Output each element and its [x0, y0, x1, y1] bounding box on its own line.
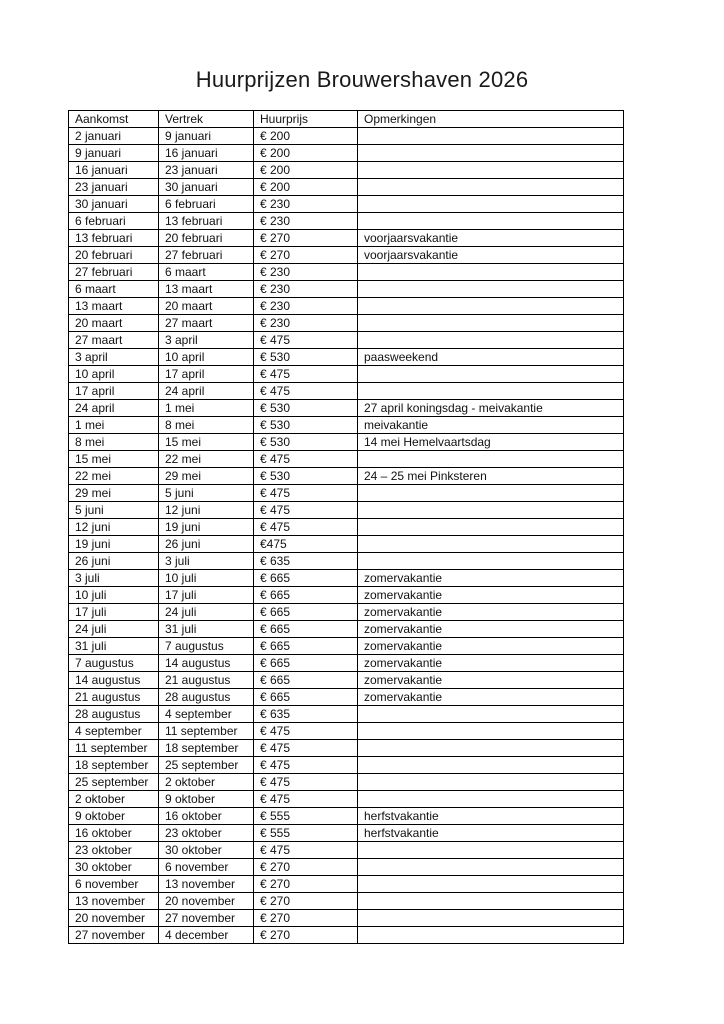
table-row	[69, 264, 624, 281]
table-row	[69, 400, 624, 417]
cell-opmerkingen	[358, 162, 624, 179]
cell-aankomst: 17 juli	[69, 604, 159, 621]
cell-vertrek: 18 september	[159, 740, 254, 757]
cell-vertrek: 29 mei	[159, 468, 254, 485]
table-row	[69, 927, 624, 944]
cell-huurprijs: € 270	[254, 927, 358, 944]
cell-aankomst: 23 januari	[69, 179, 159, 196]
table-row	[69, 825, 624, 842]
cell-vertrek: 22 mei	[159, 451, 254, 468]
cell-vertrek: 28 augustus	[159, 689, 254, 706]
cell-opmerkingen	[358, 315, 624, 332]
cell-huurprijs: € 475	[254, 519, 358, 536]
table-row	[69, 910, 624, 927]
cell-vertrek: 4 december	[159, 927, 254, 944]
cell-vertrek: 20 november	[159, 893, 254, 910]
cell-aankomst: 3 juli	[69, 570, 159, 587]
cell-opmerkingen: zomervakantie	[358, 621, 624, 638]
cell-opmerkingen: 14 mei Hemelvaartsdag	[358, 434, 624, 451]
cell-huurprijs: € 475	[254, 842, 358, 859]
cell-aankomst: 15 mei	[69, 451, 159, 468]
table-row	[69, 723, 624, 740]
cell-opmerkingen	[358, 876, 624, 893]
cell-aankomst: 16 januari	[69, 162, 159, 179]
cell-vertrek: 17 juli	[159, 587, 254, 604]
table-row	[69, 451, 624, 468]
cell-vertrek: 14 augustus	[159, 655, 254, 672]
table-row	[69, 859, 624, 876]
table-row	[69, 740, 624, 757]
cell-vertrek: 30 oktober	[159, 842, 254, 859]
cell-vertrek: 11 september	[159, 723, 254, 740]
cell-aankomst: 2 januari	[69, 128, 159, 145]
cell-vertrek: 2 oktober	[159, 774, 254, 791]
table-row	[69, 536, 624, 553]
cell-vertrek: 25 september	[159, 757, 254, 774]
cell-vertrek: 4 september	[159, 706, 254, 723]
cell-aankomst: 14 augustus	[69, 672, 159, 689]
cell-huurprijs: € 475	[254, 451, 358, 468]
column-header-opmerkingen: Opmerkingen	[358, 111, 624, 128]
cell-vertrek: 3 juli	[159, 553, 254, 570]
table-row	[69, 485, 624, 502]
cell-huurprijs: € 475	[254, 774, 358, 791]
table-row	[69, 689, 624, 706]
cell-vertrek: 16 januari	[159, 145, 254, 162]
cell-vertrek: 10 april	[159, 349, 254, 366]
cell-aankomst: 30 januari	[69, 196, 159, 213]
cell-aankomst: 30 oktober	[69, 859, 159, 876]
cell-huurprijs: € 635	[254, 706, 358, 723]
cell-aankomst: 21 augustus	[69, 689, 159, 706]
cell-vertrek: 10 juli	[159, 570, 254, 587]
cell-opmerkingen	[358, 859, 624, 876]
cell-huurprijs: € 530	[254, 349, 358, 366]
cell-aankomst: 6 februari	[69, 213, 159, 230]
cell-huurprijs: € 665	[254, 587, 358, 604]
cell-huurprijs: € 475	[254, 502, 358, 519]
cell-vertrek: 6 maart	[159, 264, 254, 281]
cell-vertrek: 13 november	[159, 876, 254, 893]
table-row	[69, 791, 624, 808]
cell-huurprijs: € 475	[254, 383, 358, 400]
column-header-huurprijs: Huurprijs	[254, 111, 358, 128]
cell-vertrek: 27 februari	[159, 247, 254, 264]
cell-huurprijs: €475	[254, 536, 358, 553]
cell-huurprijs: € 270	[254, 859, 358, 876]
cell-aankomst: 22 mei	[69, 468, 159, 485]
cell-vertrek: 19 juni	[159, 519, 254, 536]
table-row	[69, 468, 624, 485]
table-row	[69, 808, 624, 825]
cell-huurprijs: € 475	[254, 791, 358, 808]
cell-aankomst: 17 april	[69, 383, 159, 400]
table-row	[69, 349, 624, 366]
cell-huurprijs: € 270	[254, 230, 358, 247]
cell-aankomst: 10 juli	[69, 587, 159, 604]
cell-huurprijs: € 530	[254, 468, 358, 485]
cell-aankomst: 12 juni	[69, 519, 159, 536]
cell-vertrek: 23 januari	[159, 162, 254, 179]
cell-vertrek: 15 mei	[159, 434, 254, 451]
cell-aankomst: 13 november	[69, 893, 159, 910]
cell-aankomst: 24 april	[69, 400, 159, 417]
cell-aankomst: 3 april	[69, 349, 159, 366]
cell-opmerkingen	[358, 281, 624, 298]
cell-huurprijs: € 475	[254, 757, 358, 774]
cell-vertrek: 20 februari	[159, 230, 254, 247]
cell-huurprijs: € 665	[254, 570, 358, 587]
cell-opmerkingen: zomervakantie	[358, 570, 624, 587]
cell-huurprijs: € 475	[254, 485, 358, 502]
cell-opmerkingen: paasweekend	[358, 349, 624, 366]
table-row	[69, 128, 624, 145]
cell-opmerkingen: herfstvakantie	[358, 808, 624, 825]
cell-aankomst: 27 maart	[69, 332, 159, 349]
cell-opmerkingen	[358, 485, 624, 502]
cell-opmerkingen	[358, 213, 624, 230]
cell-opmerkingen	[358, 536, 624, 553]
cell-vertrek: 27 maart	[159, 315, 254, 332]
table-row	[69, 179, 624, 196]
cell-aankomst: 16 oktober	[69, 825, 159, 842]
cell-aankomst: 28 augustus	[69, 706, 159, 723]
table-row	[69, 145, 624, 162]
cell-opmerkingen	[358, 893, 624, 910]
table-row	[69, 366, 624, 383]
cell-huurprijs: € 665	[254, 689, 358, 706]
cell-opmerkingen	[358, 298, 624, 315]
cell-aankomst: 6 november	[69, 876, 159, 893]
cell-aankomst: 5 juni	[69, 502, 159, 519]
cell-huurprijs: € 230	[254, 264, 358, 281]
table-row	[69, 757, 624, 774]
cell-aankomst: 20 november	[69, 910, 159, 927]
cell-aankomst: 23 oktober	[69, 842, 159, 859]
table-row	[69, 315, 624, 332]
table-row	[69, 893, 624, 910]
cell-vertrek: 31 juli	[159, 621, 254, 638]
cell-aankomst: 8 mei	[69, 434, 159, 451]
table-row	[69, 876, 624, 893]
cell-vertrek: 26 juni	[159, 536, 254, 553]
cell-opmerkingen	[358, 366, 624, 383]
cell-opmerkingen: herfstvakantie	[358, 825, 624, 842]
cell-huurprijs: € 665	[254, 655, 358, 672]
cell-huurprijs: € 475	[254, 366, 358, 383]
cell-huurprijs: € 635	[254, 553, 358, 570]
table-row	[69, 417, 624, 434]
cell-huurprijs: € 555	[254, 808, 358, 825]
cell-vertrek: 13 maart	[159, 281, 254, 298]
cell-huurprijs: € 475	[254, 332, 358, 349]
cell-huurprijs: € 270	[254, 876, 358, 893]
cell-opmerkingen	[358, 145, 624, 162]
table-row	[69, 638, 624, 655]
table-row	[69, 774, 624, 791]
cell-vertrek: 12 juni	[159, 502, 254, 519]
table-row	[69, 842, 624, 859]
cell-aankomst: 4 september	[69, 723, 159, 740]
cell-opmerkingen	[358, 196, 624, 213]
cell-opmerkingen	[358, 383, 624, 400]
cell-huurprijs: € 530	[254, 417, 358, 434]
cell-aankomst: 26 juni	[69, 553, 159, 570]
cell-opmerkingen: zomervakantie	[358, 604, 624, 621]
table-row	[69, 553, 624, 570]
cell-aankomst: 25 september	[69, 774, 159, 791]
cell-opmerkingen	[358, 264, 624, 281]
cell-vertrek: 17 april	[159, 366, 254, 383]
cell-opmerkingen	[358, 128, 624, 145]
cell-huurprijs: € 200	[254, 145, 358, 162]
cell-opmerkingen	[358, 451, 624, 468]
cell-opmerkingen: voorjaarsvakantie	[358, 247, 624, 264]
cell-aankomst: 9 januari	[69, 145, 159, 162]
cell-opmerkingen: 24 – 25 mei Pinksteren	[358, 468, 624, 485]
cell-opmerkingen: zomervakantie	[358, 689, 624, 706]
cell-aankomst: 6 maart	[69, 281, 159, 298]
cell-vertrek: 27 november	[159, 910, 254, 927]
table-row	[69, 706, 624, 723]
cell-huurprijs: € 200	[254, 162, 358, 179]
cell-opmerkingen	[358, 757, 624, 774]
cell-huurprijs: € 555	[254, 825, 358, 842]
cell-opmerkingen	[358, 553, 624, 570]
table-row	[69, 383, 624, 400]
cell-huurprijs: € 270	[254, 893, 358, 910]
cell-huurprijs: € 230	[254, 298, 358, 315]
table-row	[69, 570, 624, 587]
cell-opmerkingen: voorjaarsvakantie	[358, 230, 624, 247]
table-row	[69, 434, 624, 451]
cell-opmerkingen: zomervakantie	[358, 587, 624, 604]
table-row	[69, 655, 624, 672]
cell-aankomst: 2 oktober	[69, 791, 159, 808]
table-row	[69, 281, 624, 298]
cell-huurprijs: € 200	[254, 179, 358, 196]
cell-aankomst: 18 september	[69, 757, 159, 774]
cell-aankomst: 19 juni	[69, 536, 159, 553]
cell-opmerkingen	[358, 842, 624, 859]
table-row	[69, 587, 624, 604]
column-header-vertrek: Vertrek	[159, 111, 254, 128]
cell-vertrek: 6 november	[159, 859, 254, 876]
cell-aankomst: 27 februari	[69, 264, 159, 281]
table-row	[69, 519, 624, 536]
cell-opmerkingen	[358, 774, 624, 791]
cell-aankomst: 1 mei	[69, 417, 159, 434]
table-row	[69, 604, 624, 621]
table-row	[69, 196, 624, 213]
cell-aankomst: 20 maart	[69, 315, 159, 332]
cell-opmerkingen	[358, 723, 624, 740]
cell-vertrek: 6 februari	[159, 196, 254, 213]
cell-opmerkingen: zomervakantie	[358, 672, 624, 689]
cell-vertrek: 7 augustus	[159, 638, 254, 655]
cell-huurprijs: € 475	[254, 740, 358, 757]
cell-vertrek: 30 januari	[159, 179, 254, 196]
cell-opmerkingen	[358, 332, 624, 349]
rental-prices-table	[68, 110, 624, 944]
table-row	[69, 298, 624, 315]
cell-vertrek: 9 januari	[159, 128, 254, 145]
cell-vertrek: 5 juni	[159, 485, 254, 502]
cell-opmerkingen	[358, 927, 624, 944]
cell-vertrek: 24 april	[159, 383, 254, 400]
cell-vertrek: 23 oktober	[159, 825, 254, 842]
cell-opmerkingen	[358, 519, 624, 536]
cell-aankomst: 13 maart	[69, 298, 159, 315]
cell-huurprijs: € 270	[254, 910, 358, 927]
cell-huurprijs: € 475	[254, 723, 358, 740]
table-row	[69, 621, 624, 638]
cell-vertrek: 1 mei	[159, 400, 254, 417]
cell-vertrek: 16 oktober	[159, 808, 254, 825]
cell-aankomst: 29 mei	[69, 485, 159, 502]
cell-huurprijs: € 230	[254, 281, 358, 298]
cell-vertrek: 3 april	[159, 332, 254, 349]
cell-vertrek: 24 juli	[159, 604, 254, 621]
cell-vertrek: 8 mei	[159, 417, 254, 434]
cell-opmerkingen: meivakantie	[358, 417, 624, 434]
cell-opmerkingen	[358, 740, 624, 757]
page-title: Huurprijzen Brouwershaven 2026	[195, 67, 529, 92]
cell-huurprijs: € 270	[254, 247, 358, 264]
cell-huurprijs: € 665	[254, 672, 358, 689]
cell-huurprijs: € 530	[254, 400, 358, 417]
table-row	[69, 162, 624, 179]
table-row	[69, 332, 624, 349]
cell-aankomst: 20 februari	[69, 247, 159, 264]
cell-aankomst: 13 februari	[69, 230, 159, 247]
table-row	[69, 213, 624, 230]
cell-aankomst: 10 april	[69, 366, 159, 383]
cell-opmerkingen	[358, 791, 624, 808]
cell-huurprijs: € 665	[254, 621, 358, 638]
cell-huurprijs: € 530	[254, 434, 358, 451]
cell-aankomst: 31 juli	[69, 638, 159, 655]
cell-vertrek: 20 maart	[159, 298, 254, 315]
cell-aankomst: 24 juli	[69, 621, 159, 638]
cell-opmerkingen	[358, 706, 624, 723]
cell-huurprijs: € 200	[254, 128, 358, 145]
table-row	[69, 672, 624, 689]
cell-opmerkingen: zomervakantie	[358, 638, 624, 655]
cell-opmerkingen: 27 april koningsdag - meivakantie	[358, 400, 624, 417]
cell-opmerkingen	[358, 502, 624, 519]
cell-huurprijs: € 665	[254, 638, 358, 655]
cell-huurprijs: € 665	[254, 604, 358, 621]
table-body	[69, 128, 624, 944]
cell-vertrek: 21 augustus	[159, 672, 254, 689]
cell-vertrek: 9 oktober	[159, 791, 254, 808]
cell-opmerkingen	[358, 910, 624, 927]
column-header-aankomst: Aankomst	[69, 111, 159, 128]
cell-aankomst: 7 augustus	[69, 655, 159, 672]
cell-huurprijs: € 230	[254, 196, 358, 213]
cell-opmerkingen	[358, 179, 624, 196]
cell-huurprijs: € 230	[254, 315, 358, 332]
table-header-row	[69, 111, 624, 128]
cell-huurprijs: € 230	[254, 213, 358, 230]
cell-aankomst: 9 oktober	[69, 808, 159, 825]
cell-aankomst: 27 november	[69, 927, 159, 944]
cell-vertrek: 13 februari	[159, 213, 254, 230]
table-row	[69, 230, 624, 247]
table-row	[69, 247, 624, 264]
cell-aankomst: 11 september	[69, 740, 159, 757]
table-row	[69, 502, 624, 519]
cell-opmerkingen: zomervakantie	[358, 655, 624, 672]
